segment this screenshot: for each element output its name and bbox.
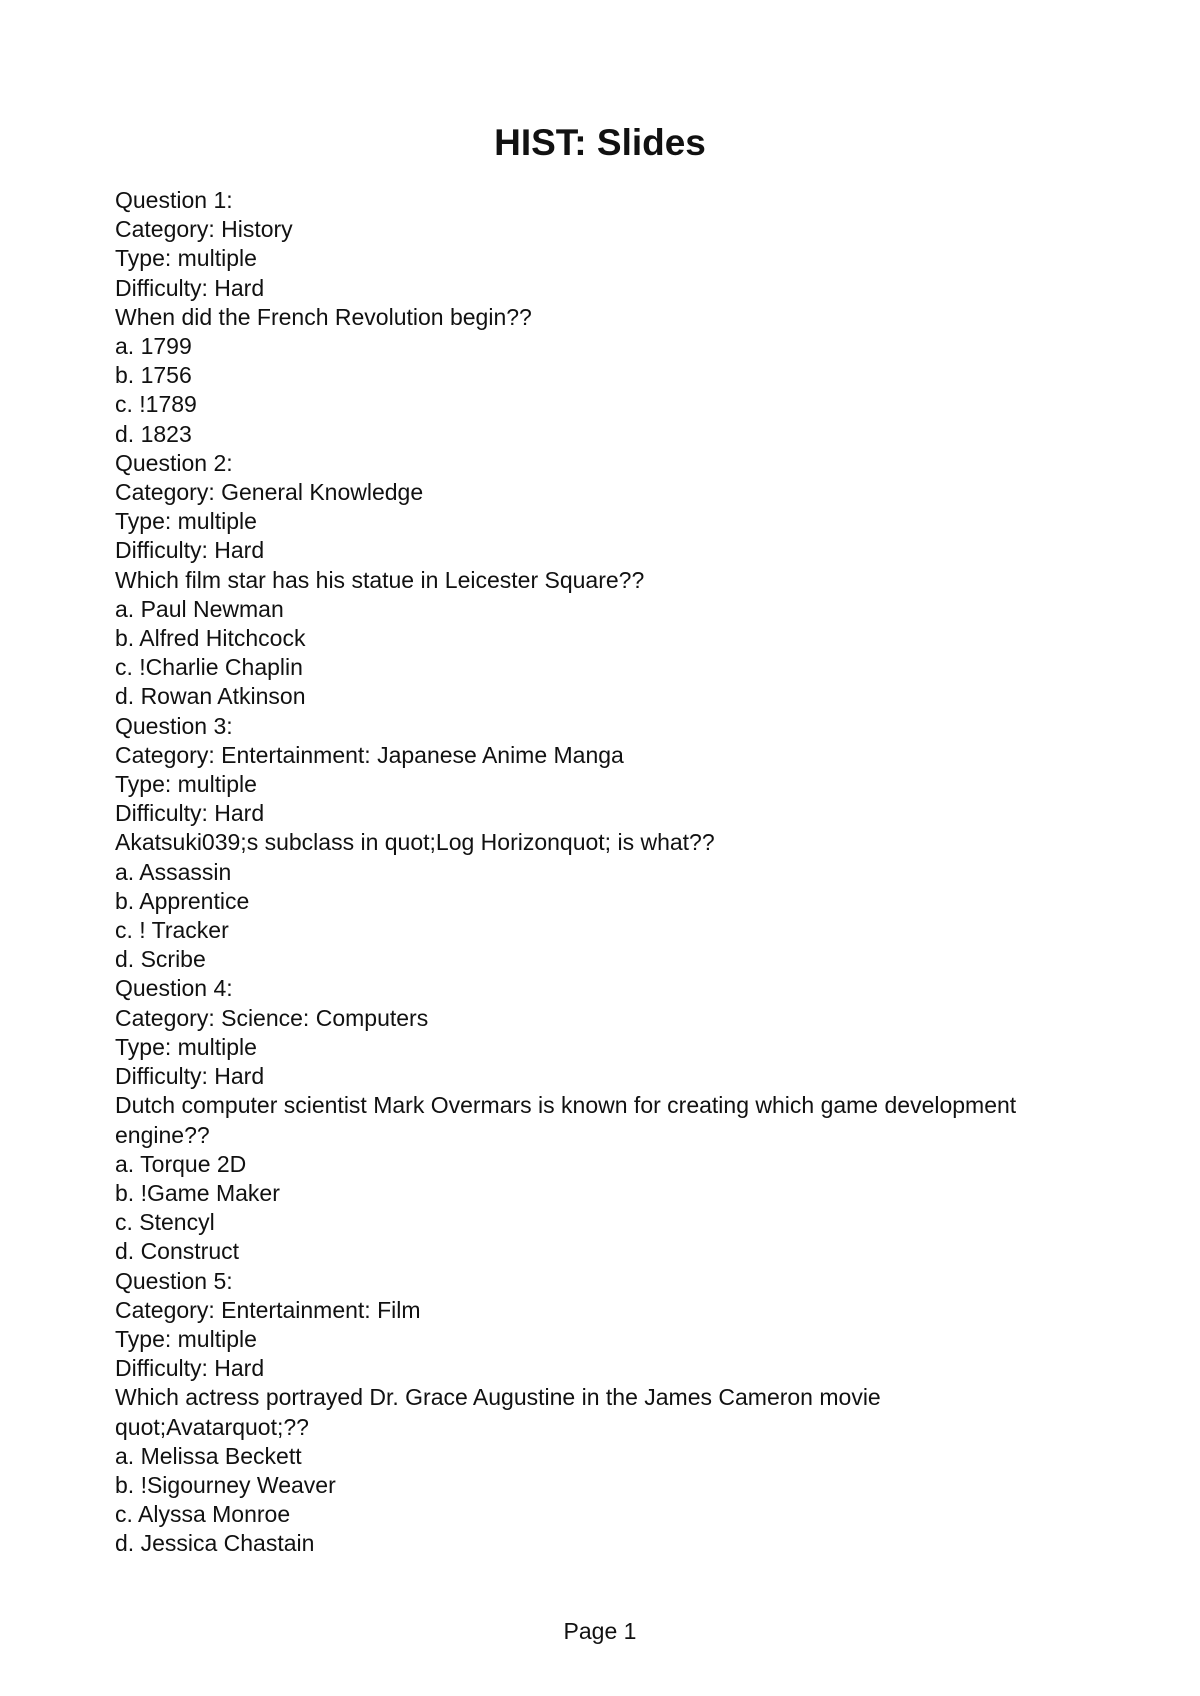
question-category: Category: History <box>115 216 293 243</box>
question-heading: Question 2: <box>115 449 233 476</box>
question-block <box>115 186 1075 449</box>
answer-option: d. Rowan Atkinson <box>115 683 306 710</box>
answer-option: b. Alfred Hitchcock <box>115 625 306 652</box>
question-block <box>115 712 1075 975</box>
answer-option: c. Alyssa Monroe <box>115 1501 291 1528</box>
question-heading: Question 4: <box>115 975 233 1002</box>
answer-option: c. !Charlie Chaplin <box>115 654 303 681</box>
question-list <box>115 186 1075 1559</box>
question-text: When did the French Revolution begin?? <box>115 303 532 330</box>
question-category: Category: Science: Computers <box>115 1004 429 1031</box>
question-category: Category: General Knowledge <box>115 479 424 506</box>
answer-option: b. Apprentice <box>115 887 250 914</box>
answer-option: d. Jessica Chastain <box>115 1530 315 1557</box>
question-text: Which actress portrayed Dr. Grace Augustine in the James Cameron movie quot;Avatarquot;?? <box>115 1384 881 1440</box>
answer-option: b. !Sigourney Weaver <box>115 1471 336 1498</box>
answer-option: c. !1789 <box>115 391 197 418</box>
question-category: Category: Entertainment: Japanese Anime Manga <box>115 741 624 768</box>
answer-option: a. Paul Newman <box>115 595 284 622</box>
page-number: Page 1 <box>563 1618 637 1644</box>
question-type: Type: multiple <box>115 1325 257 1352</box>
question-type: Type: multiple <box>115 771 257 798</box>
question-difficulty: Difficulty: Hard <box>115 1063 265 1090</box>
question-type: Type: multiple <box>115 1033 257 1060</box>
question-difficulty: Difficulty: Hard <box>115 537 265 564</box>
question-heading: Question 1: <box>115 187 233 213</box>
answer-option: b. 1756 <box>115 362 192 389</box>
answer-option: c. ! Tracker <box>115 917 229 944</box>
question-difficulty: Difficulty: Hard <box>115 800 265 827</box>
answer-option: d. 1823 <box>115 420 192 447</box>
answer-option: a. Melissa Beckett <box>115 1442 302 1469</box>
question-text: Akatsuki039;s subclass in quot;Log Horizonquot; is what?? <box>115 829 715 856</box>
question-block <box>115 1267 1075 1559</box>
question-category: Category: Entertainment: Film <box>115 1296 421 1323</box>
question-type: Type: multiple <box>115 245 257 272</box>
question-block <box>115 449 1075 712</box>
question-text: Which film star has his statue in Leicester Square?? <box>115 566 645 593</box>
answer-option: a. Assassin <box>115 858 232 885</box>
question-heading: Question 5: <box>115 1267 233 1294</box>
page-title: HIST: Slides <box>494 122 706 163</box>
question-difficulty: Difficulty: Hard <box>115 1355 265 1382</box>
answer-option: d. Construct <box>115 1238 239 1265</box>
answer-option: d. Scribe <box>115 946 206 973</box>
question-type: Type: multiple <box>115 508 257 535</box>
question-difficulty: Difficulty: Hard <box>115 274 265 301</box>
question-text: Dutch computer scientist Mark Overmars is known for creating which game development engine?? <box>115 1092 1017 1148</box>
answer-option: c. Stencyl <box>115 1209 215 1236</box>
question-heading: Question 3: <box>115 712 233 739</box>
question-block <box>115 974 1075 1266</box>
answer-option: a. 1799 <box>115 333 192 360</box>
answer-option: a. Torque 2D <box>115 1150 247 1177</box>
answer-option: b. !Game Maker <box>115 1179 280 1206</box>
